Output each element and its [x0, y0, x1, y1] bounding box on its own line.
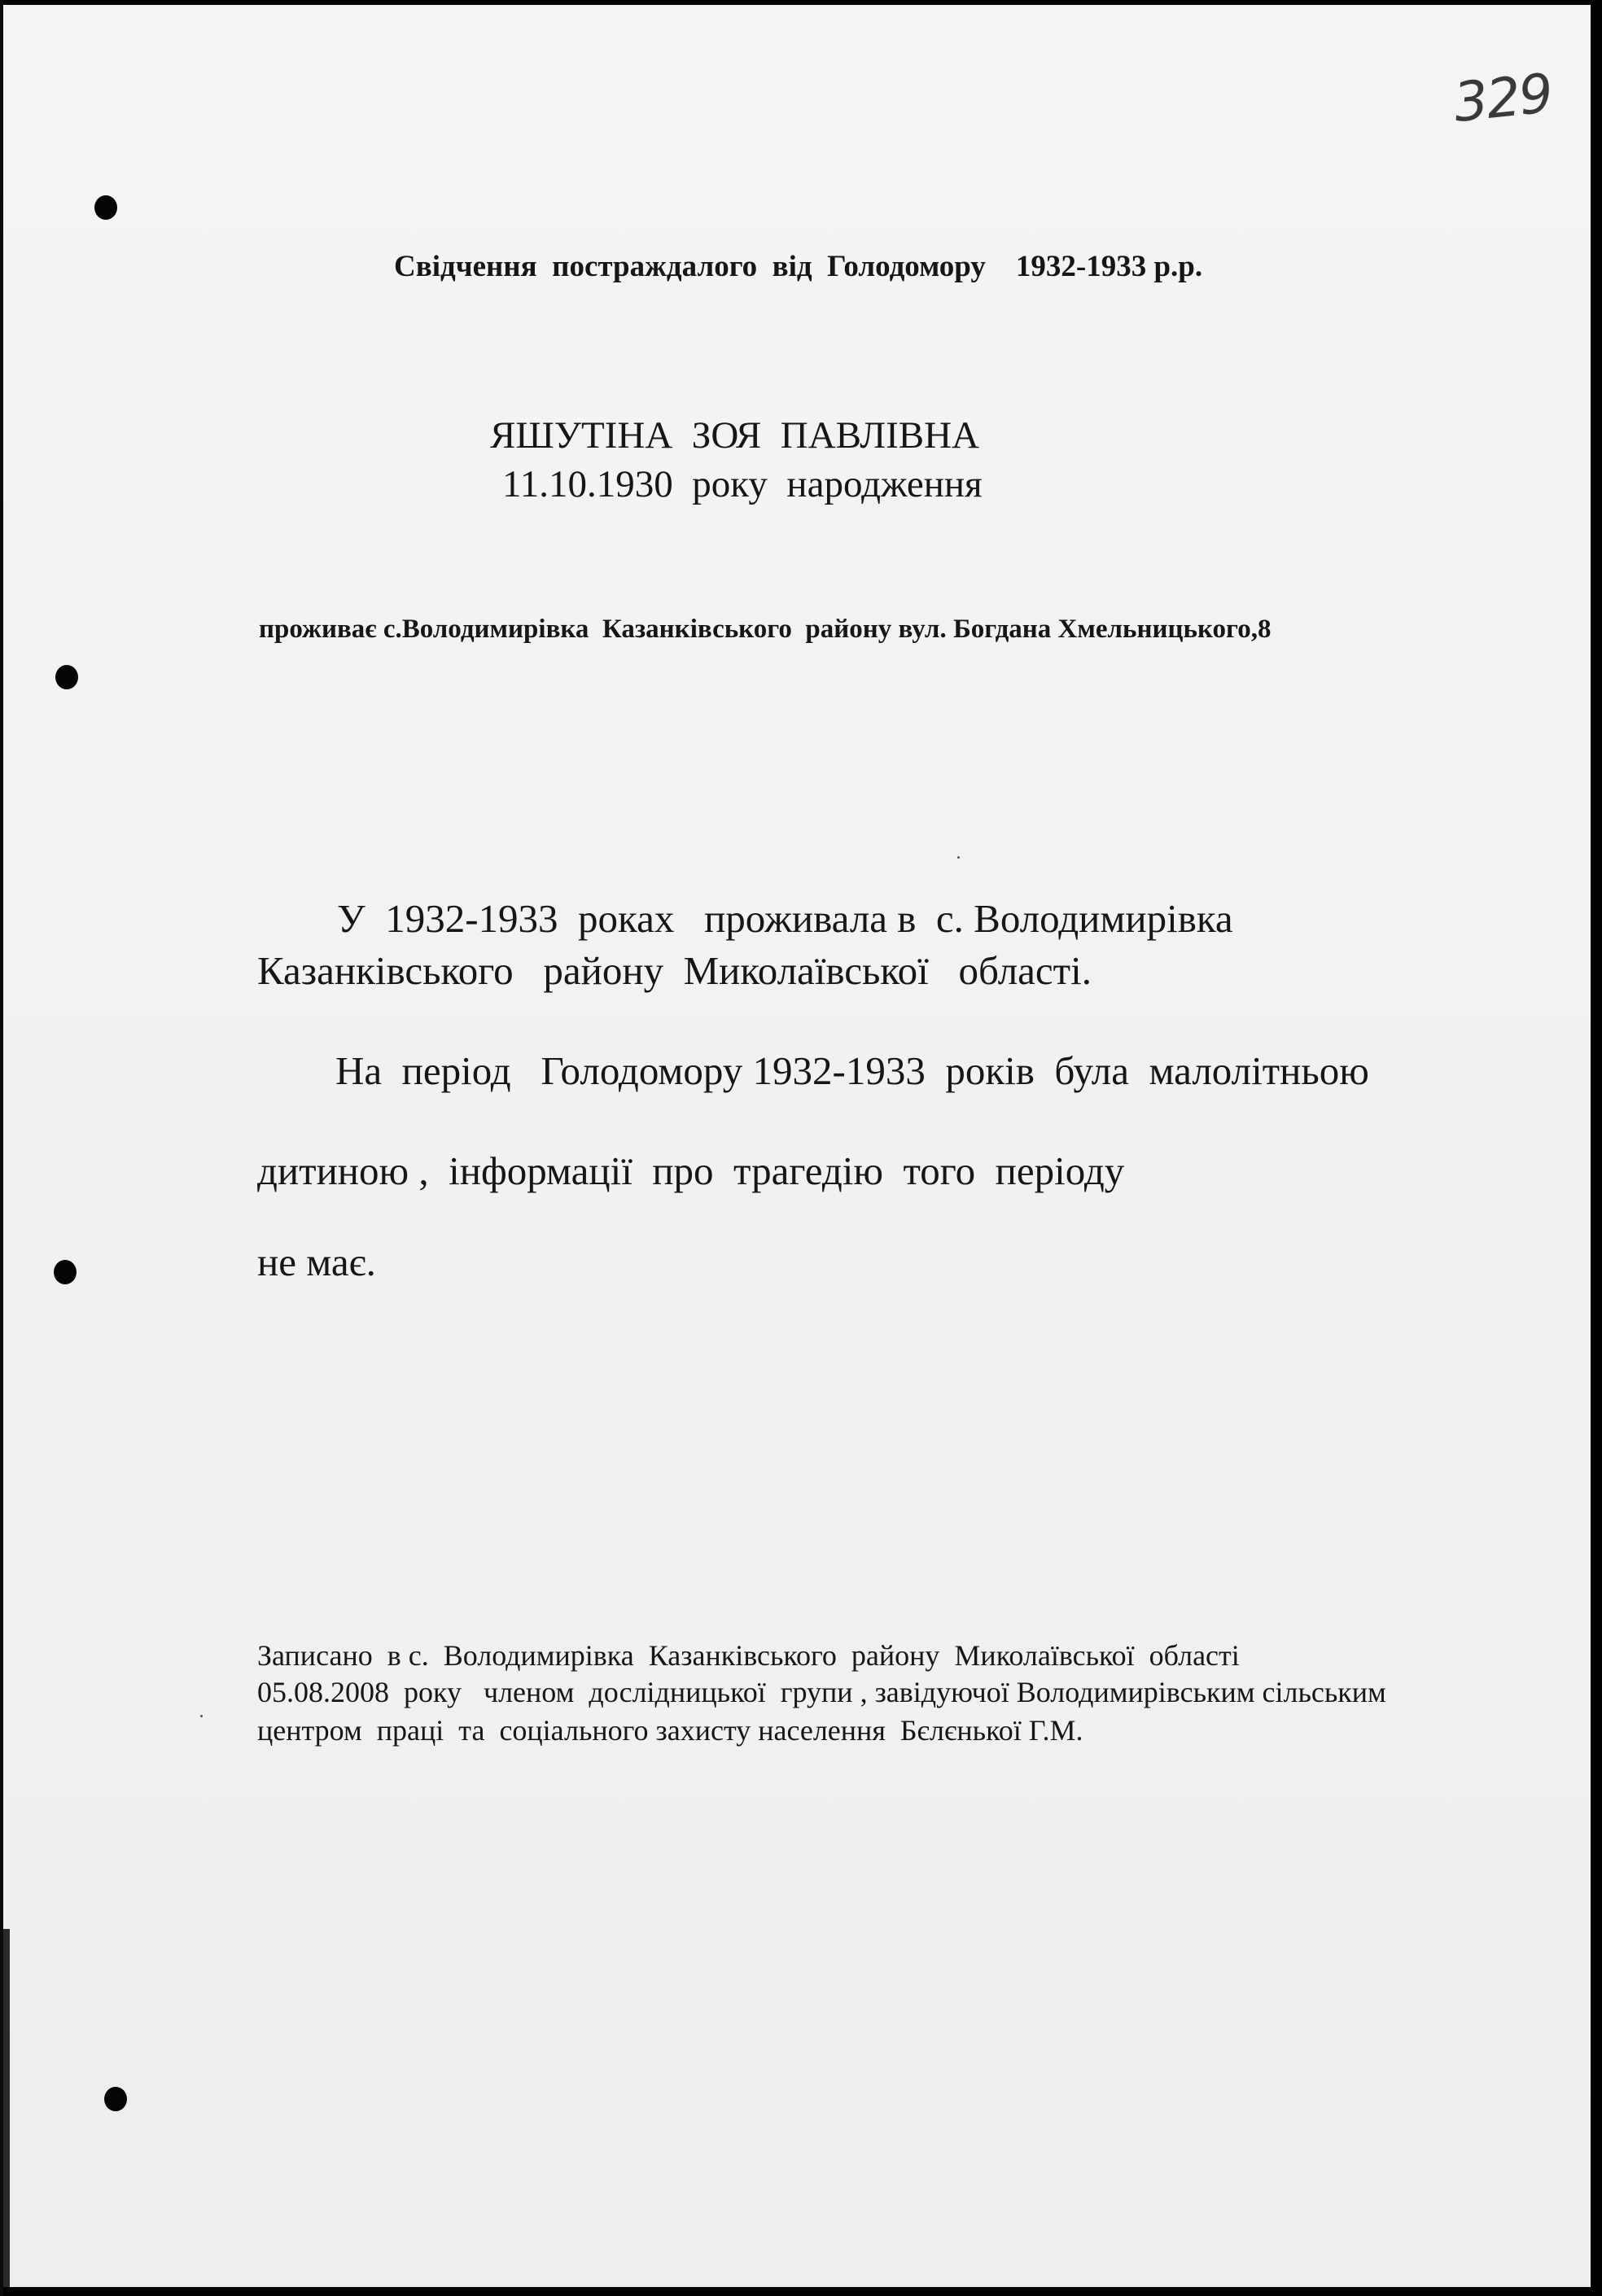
record-note-line: 05.08.2008 року членом дослідницької групи , завідуючої Володимирівським сільським — [257, 1676, 1386, 1708]
witness-address: проживає с.Володимирівка Казанківського району вул. Богдана Хмельницького,8 — [259, 614, 1272, 644]
testimony-line: дитиною , інформації про трагедію того періоду — [257, 1148, 1125, 1193]
witness-birth-date: 11.10.1930 року народження — [502, 463, 983, 505]
scan-speck — [200, 1715, 203, 1717]
binding-edge — [3, 1929, 10, 2287]
record-note-line: Записано в с. Володимирівка Казанківського району Миколаївської області — [257, 1639, 1240, 1672]
record-note-line: центром праці та соціального захисту населення Бєлєнької Г.М. — [257, 1714, 1083, 1747]
testimony-line: У 1932-1933 роках проживала в с. Володимирівка — [337, 896, 1233, 941]
punch-hole — [104, 2087, 127, 2111]
punch-hole — [54, 1260, 77, 1284]
witness-name: ЯШУТІНА ЗОЯ ПАВЛІВНА — [490, 414, 979, 457]
testimony-line: не має. — [257, 1240, 376, 1284]
handwritten-page-number: 329 — [1451, 61, 1555, 135]
document-page — [3, 5, 1591, 2287]
document-heading: Свідчення постраждалого від Голодомору 1932-1933 р.р. — [394, 250, 1203, 283]
punch-hole — [94, 195, 117, 220]
scan-speck — [957, 856, 960, 859]
testimony-line: На період Голодомору 1932-1933 років була малолітньою — [335, 1048, 1369, 1093]
punch-hole — [55, 665, 78, 689]
testimony-line: Казанківського району Миколаївської області. — [257, 948, 1092, 993]
